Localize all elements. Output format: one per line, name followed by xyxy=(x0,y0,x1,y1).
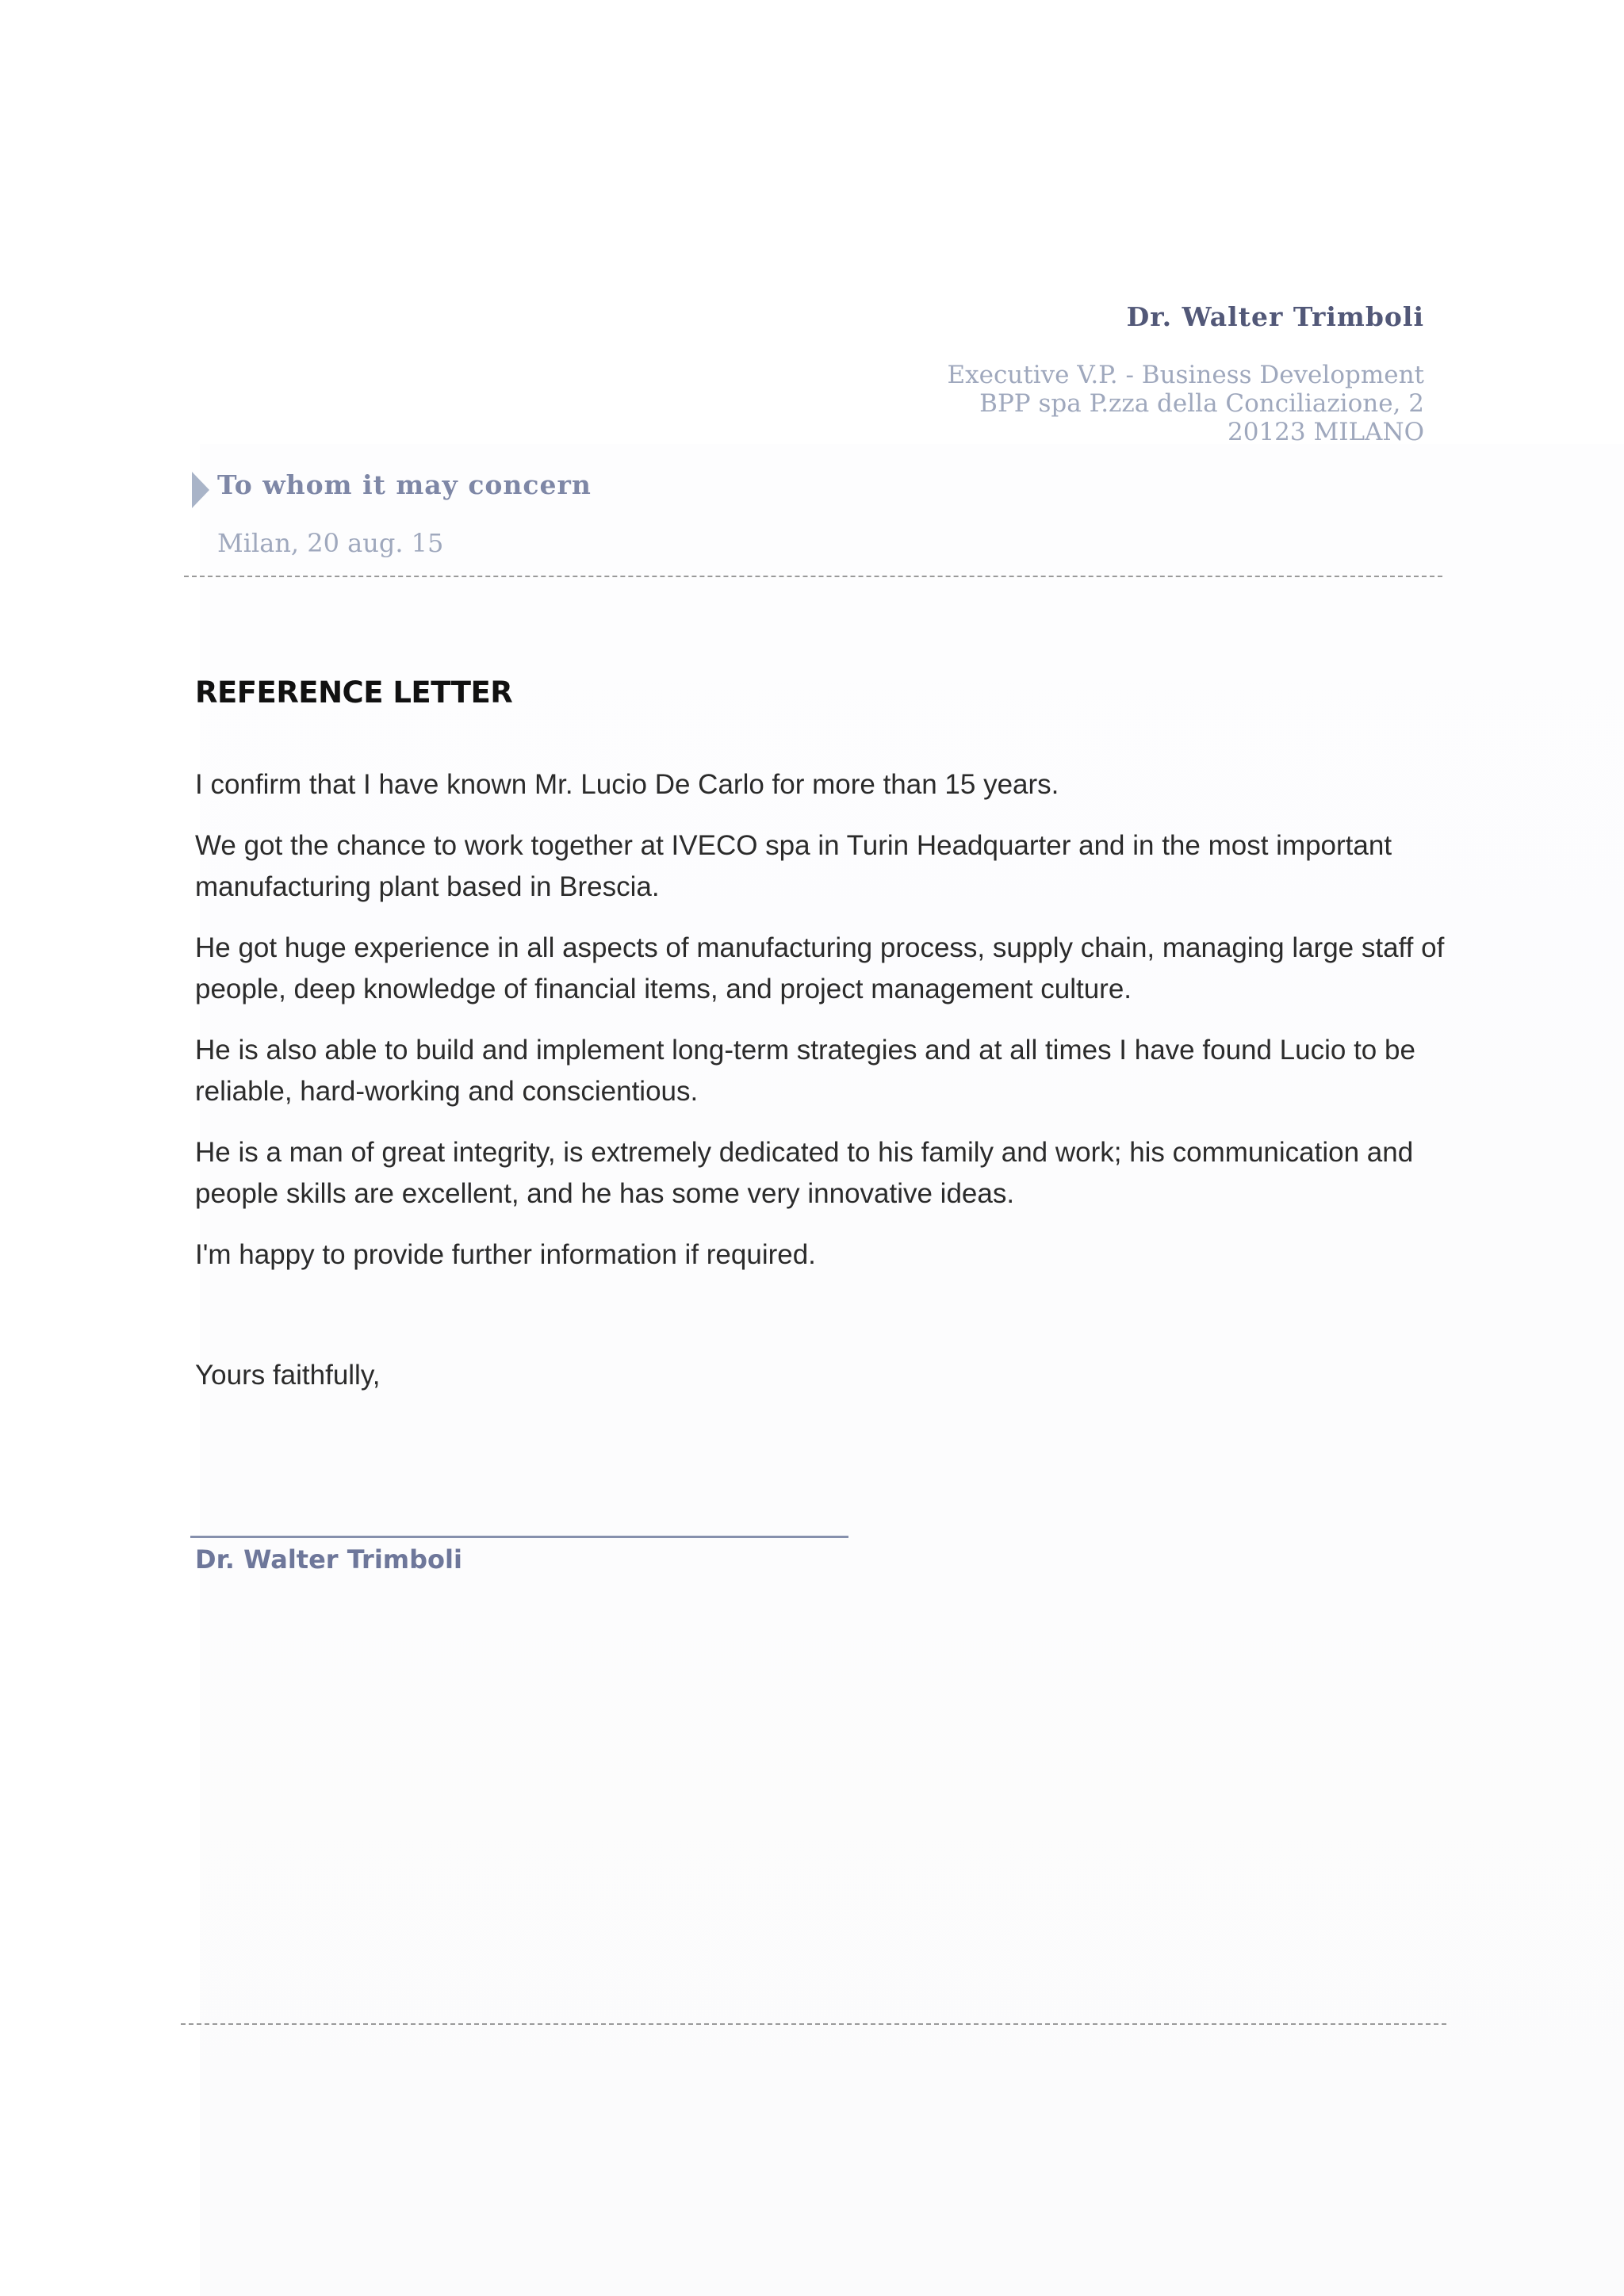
letter-date: Milan, 20 aug. 15 xyxy=(217,528,444,558)
sender-address-line: Executive V.P. - Business Development xyxy=(947,361,1424,389)
body-paragraph: I confirm that I have known Mr. Lucio De Carlo for more than 15 years. xyxy=(195,769,1059,800)
letter-subject: REFERENCE LETTER xyxy=(195,675,513,710)
sender-name: Dr. Walter Trimboli xyxy=(1126,301,1424,332)
sender-address xyxy=(947,361,1424,446)
page-background xyxy=(200,444,1624,2296)
letter-body xyxy=(195,764,1445,1295)
signature-name: Dr. Walter Trimboli xyxy=(195,1544,462,1575)
header-divider xyxy=(184,576,1442,577)
salutation: To whom it may concern xyxy=(217,469,592,500)
sender-block xyxy=(947,301,1424,446)
footer-divider xyxy=(181,2023,1446,2025)
body-paragraph: He is a man of great integrity, is extremely dedicated to his family and work; his communication and people skills are excellent, and he has some very innovative ideas. xyxy=(195,1137,1414,1209)
body-paragraph: We got the chance to work together at IVECO spa in Turin Headquarter and in the most important manufacturing plant based in Brescia. xyxy=(195,830,1392,902)
body-paragraph: I'm happy to provide further information if required. xyxy=(195,1239,816,1270)
closing: Yours faithfully, xyxy=(195,1360,381,1391)
triangle-right-icon xyxy=(192,472,209,508)
sender-address-line: 20123 MILANO xyxy=(1228,418,1424,446)
body-paragraph: He got huge experience in all aspects of manufacturing process, supply chain, managing large staff of people, deep knowledge of financial items, and project management culture. xyxy=(195,932,1445,1004)
signature-line xyxy=(190,1536,848,1538)
sender-address-line: BPP spa P.zza della Conciliazione, 2 xyxy=(979,389,1424,418)
body-paragraph: He is also able to build and implement long-term strategies and at all times I have found Lucio to be reliable, hard-working and conscientious. xyxy=(195,1035,1415,1107)
